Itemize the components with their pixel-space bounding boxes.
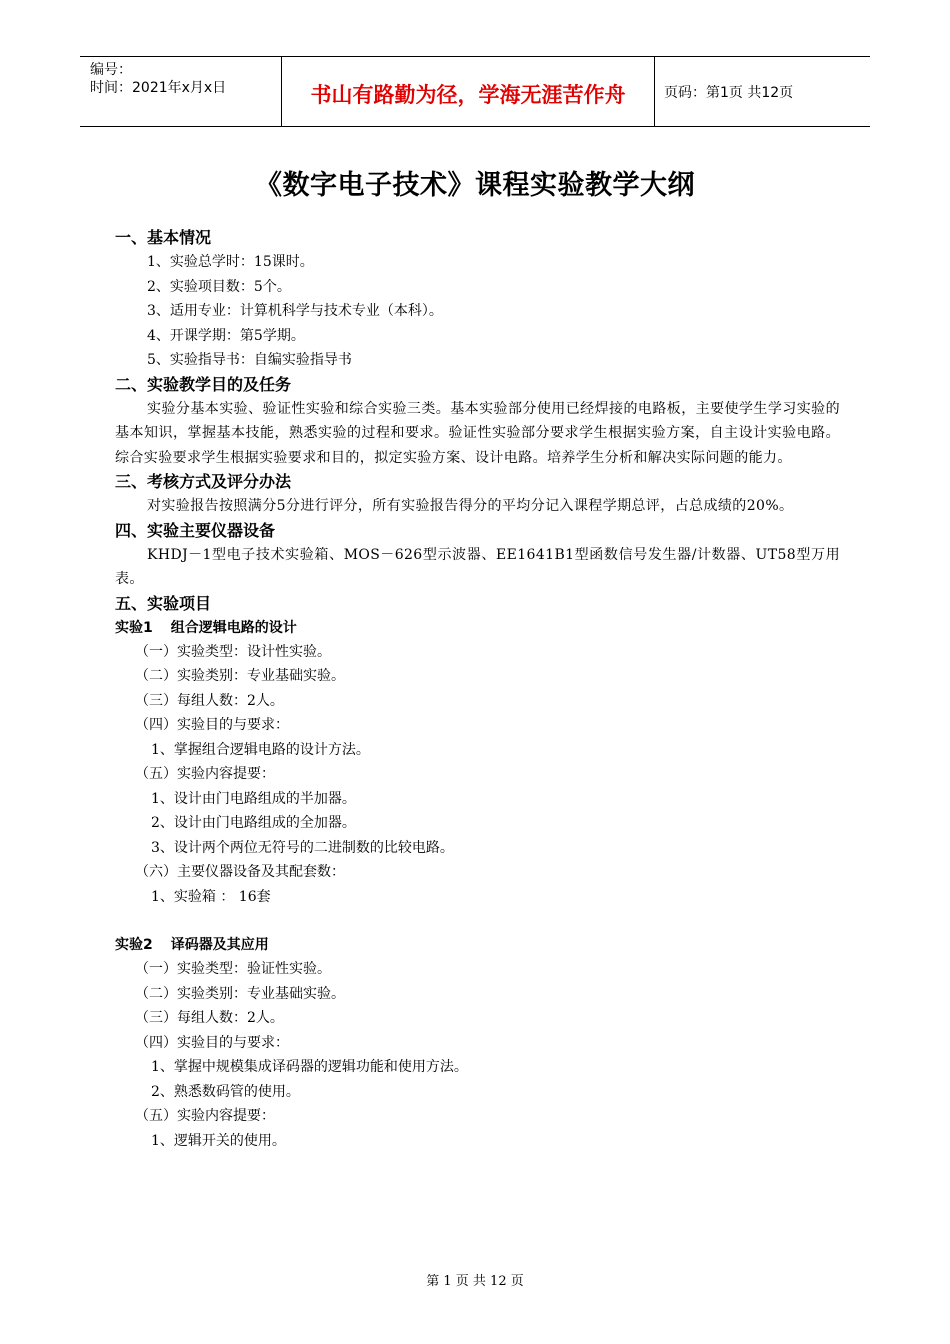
objectives-paragraph: 实验分基本实验、验证性实验和综合实验三类。基本实验部分使用已经焊接的电路板，主要使学生学习实验的基本知识，掌握基本技能，熟悉实验的过程和要求。验证性实验部分要求学生根据实验方案，自主设计实验电路。综合实验要求学生根据实验要求和目的，拟定实验方案、设计电路。培养学生分析和解决实际问题的能力。 (115, 400, 840, 466)
basic-item: 5、实验指导书：自编实验指导书 (147, 352, 352, 368)
experiment-content-item: 2、设计由门电路组成的全加器。 (151, 815, 356, 831)
spacer (115, 909, 840, 933)
experiment-goal: 1、掌握组合逻辑电路的设计方法。 (151, 741, 370, 758)
number-label: 编号： (90, 62, 132, 78)
page-footer: 第 1 页 共 12 页 (426, 1274, 524, 1289)
basic-item: 2、实验项目数：5个。 (147, 278, 291, 295)
experiment-equipment-head: （六）主要仪器设备及其配套数： (135, 864, 345, 880)
header-divider (654, 57, 655, 126)
basic-item: 4、开课学期：第5学期。 (147, 327, 305, 344)
experiment-line: （三）每组人数：2人。 (135, 1010, 284, 1026)
experiment-content-head: （五）实验内容提要： (135, 1108, 275, 1124)
header-motto: 书山有路勤为径，学海无涯苦作舟 (310, 83, 626, 107)
experiment-line: （二）实验类别：专业基础实验。 (135, 985, 345, 1002)
experiment-line: （四）实验目的与要求： (135, 717, 289, 733)
document-header (80, 56, 870, 127)
experiment-number: 实验1 (115, 619, 153, 636)
experiment-line: （四）实验目的与要求： (135, 1034, 289, 1051)
experiment-content-head: （五）实验内容提要： (135, 766, 275, 782)
header-meta (90, 61, 226, 97)
experiment-content-item: 3、设计两个两位无符号的二进制数的比较电路。 (151, 839, 454, 856)
experiment-goal: 2、熟悉数码管的使用。 (151, 1083, 300, 1100)
basic-item: 1、实验总学时：15课时。 (147, 254, 314, 270)
section-heading-equipment: 四、实验主要仪器设备 (115, 520, 276, 540)
time-label: 时间：2021年x月x日 (90, 80, 227, 96)
basic-item: 3、适用专业：计算机科学与技术专业（本科）。 (147, 303, 443, 319)
section-heading-basic: 一、基本情况 (115, 228, 212, 247)
assessment-paragraph: 对实验报告按照满分5分进行评分，所有实验报告得分的平均分记入课程学期总评，占总成绩的20%。 (147, 498, 794, 514)
document-body (115, 226, 840, 1153)
section-heading-objectives: 二、实验教学目的及任务 (115, 374, 292, 394)
experiment-name: 译码器及其应用 (170, 937, 269, 953)
experiment-line: （一）实验类型：验证性实验。 (135, 961, 331, 977)
experiment-line: （二）实验类别：专业基础实验。 (135, 668, 345, 684)
experiment-name: 组合逻辑电路的设计 (170, 619, 297, 636)
experiment-equipment-item: 1、实验箱 ： 16套 (151, 888, 271, 905)
experiment-2-title (115, 933, 840, 957)
header-page-info: 页码：第1页 共12页 (664, 85, 794, 101)
experiment-content-item: 1、逻辑开关的使用。 (151, 1132, 286, 1149)
experiment-goal: 1、掌握中规模集成译码器的逻辑功能和使用方法。 (151, 1059, 468, 1075)
section-heading-assessment: 三、考核方式及评分办法 (115, 472, 292, 491)
experiment-content-item: 1、设计由门电路组成的半加器。 (151, 790, 356, 807)
experiment-number: 实验2 (115, 937, 153, 953)
document-title: 《数字电子技术》课程实验教学大纲 (255, 170, 695, 201)
equipment-paragraph: KHDJ－1型电子技术实验箱、MOS－626型示波器、EE1641B1型函数信号发生器/计数器、UT58型万用表。 (115, 546, 840, 587)
experiment-1-title (115, 616, 840, 640)
section-heading-projects: 五、实验项目 (115, 593, 212, 613)
experiment-line: （一）实验类型：设计性实验。 (135, 643, 331, 660)
experiment-line: （三）每组人数：2人。 (135, 692, 284, 709)
